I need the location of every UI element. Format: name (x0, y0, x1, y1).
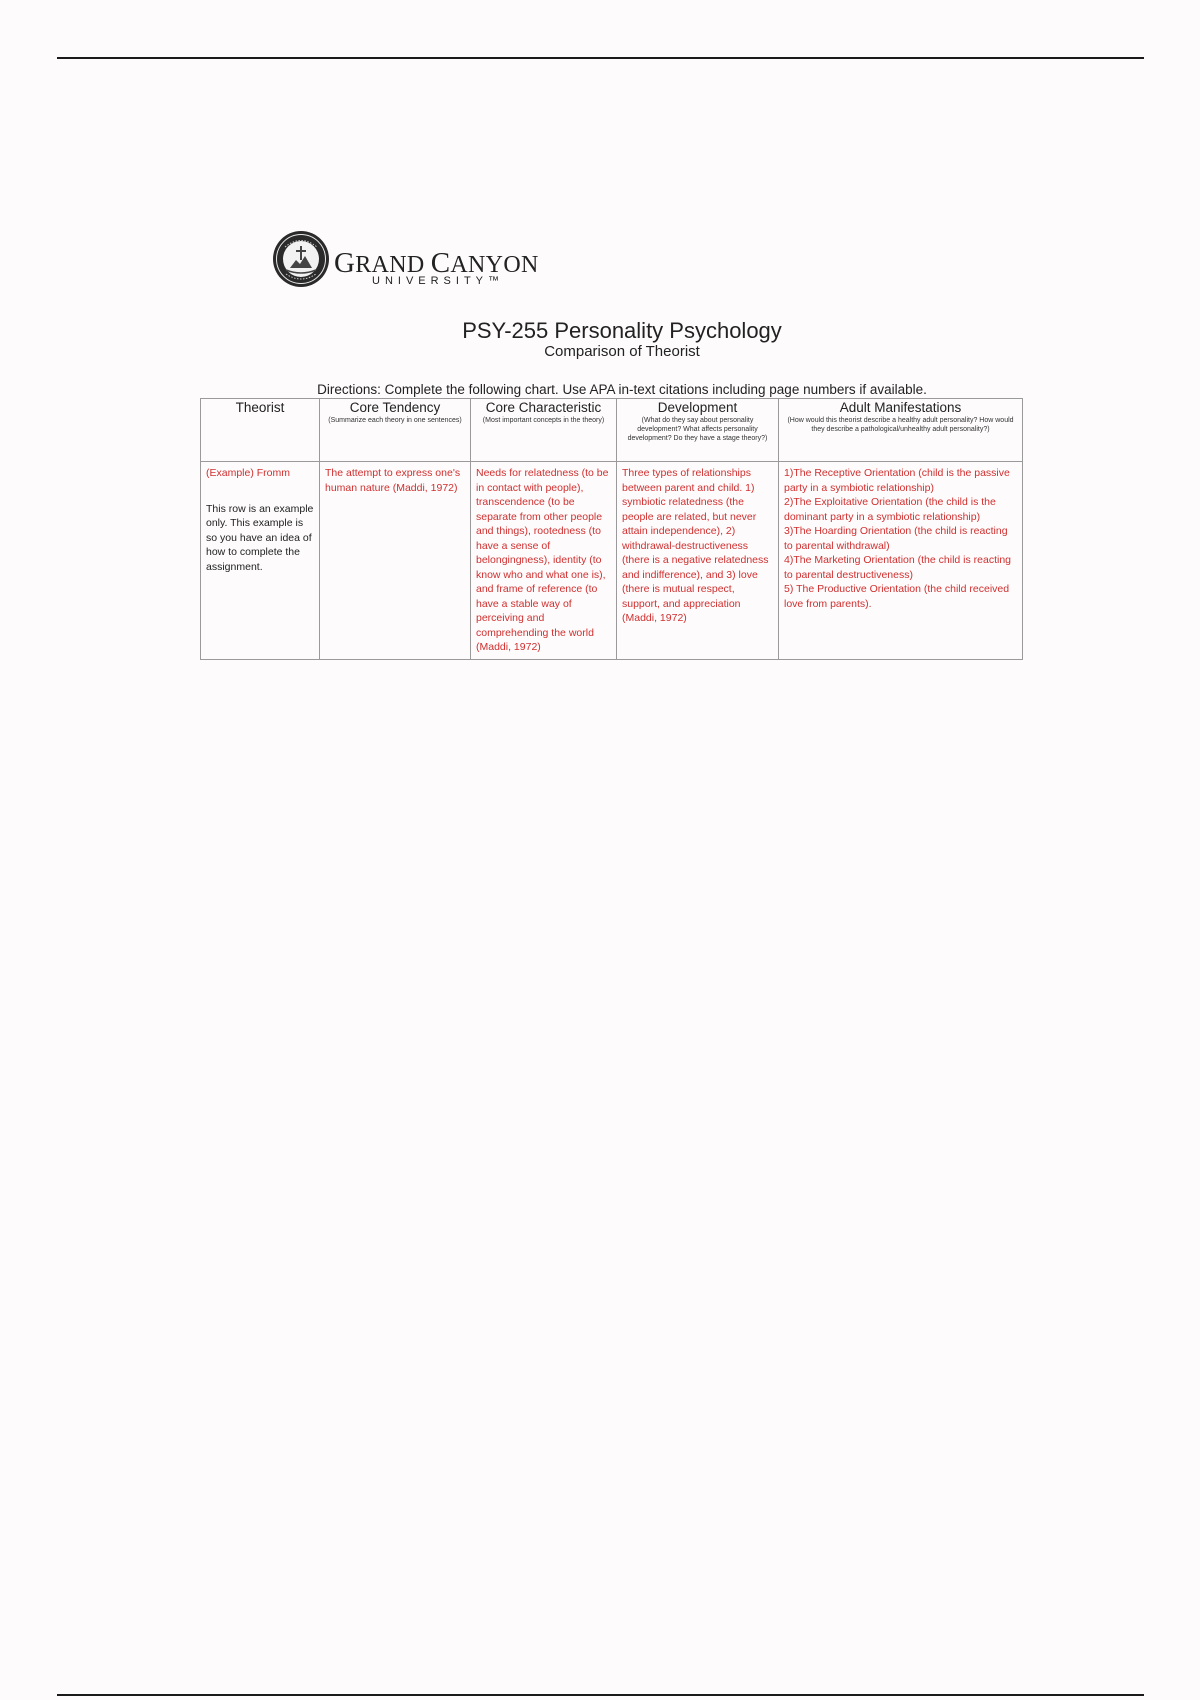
list-item: 1)The Receptive Orientation (child is the passive party in a symbiotic relationship) (784, 467, 1010, 494)
theorist-note: This row is an example only. This example is so you have an idea of how to complete the assignment. (206, 502, 314, 573)
list-item: 4)The Marketing Orientation (the child is reacting to parental destructiveness) (784, 554, 1012, 581)
list-item: 5) The Productive Orientation (the child received love from parents). (784, 583, 1010, 610)
cell-core-characteristic: Needs for relatedness (to be in contact with people), transcendence (to be separate from other people and things), rootedness (to have a sense of belongingness), identity (to know who and what one is), and frame of reference (to have a stable way of perceiving and comprehending the world (Maddi, 1972) (471, 462, 617, 660)
university-logo (272, 230, 542, 290)
table-header-row (201, 399, 1023, 462)
column-header-theorist: Theorist (201, 399, 320, 462)
table-row (201, 462, 1023, 660)
list-item: 2)The Exploitative Orientation (the child is the dominant party in a symbiotic relationship) (784, 496, 996, 523)
cell-adult-manifestations (779, 462, 1023, 660)
cell-theorist (201, 462, 320, 660)
document-title: PSY-255 Personality Psychology (462, 318, 782, 343)
theorist-name: (Example) Fromm (206, 467, 291, 479)
list-item: 3)The Hoarding Orientation (the child is reacting to parental withdrawal) (784, 525, 1008, 552)
column-header-core-characteristic: Core Characteristic (Most important concepts in the theory) (471, 399, 617, 462)
logo-subline: UNIVERSITY™ (372, 275, 505, 287)
cell-development: Three types of relationships between parent and child. 1) symbiotic relatedness (the people are related, but never attain independence), 2) withdrawal-destructiveness (there is a negative relatedness and indifference), and 3) love (there is mutual respect, support, and appreciation (Maddi, 1972) (617, 462, 779, 660)
top-rule (57, 57, 1144, 59)
column-header-development: Development (What do they say about personality development? What affects personality development? Do they have a stage theory?) (617, 399, 779, 462)
directions-text: Directions: Complete the following chart. Use APA in-text citations including page numbers if available. (317, 382, 927, 397)
column-header-core-tendency: Core Tendency (Summarize each theory in one sentences) (320, 399, 471, 462)
bottom-rule (57, 1694, 1144, 1696)
document-subtitle: Comparison of Theorist (544, 343, 700, 360)
column-header-adult-manifestations: Adult Manifestations (How would this theorist describe a healthy adult personality? How would they describe a pathological/unhealthy adult personality?) (779, 399, 1023, 462)
logo-wordmark: GRAND CANYON (334, 247, 539, 279)
comparison-table (200, 398, 1023, 660)
university-seal-icon (272, 230, 330, 288)
cell-core-tendency: The attempt to express one's human nature (Maddi, 1972) (320, 462, 471, 660)
